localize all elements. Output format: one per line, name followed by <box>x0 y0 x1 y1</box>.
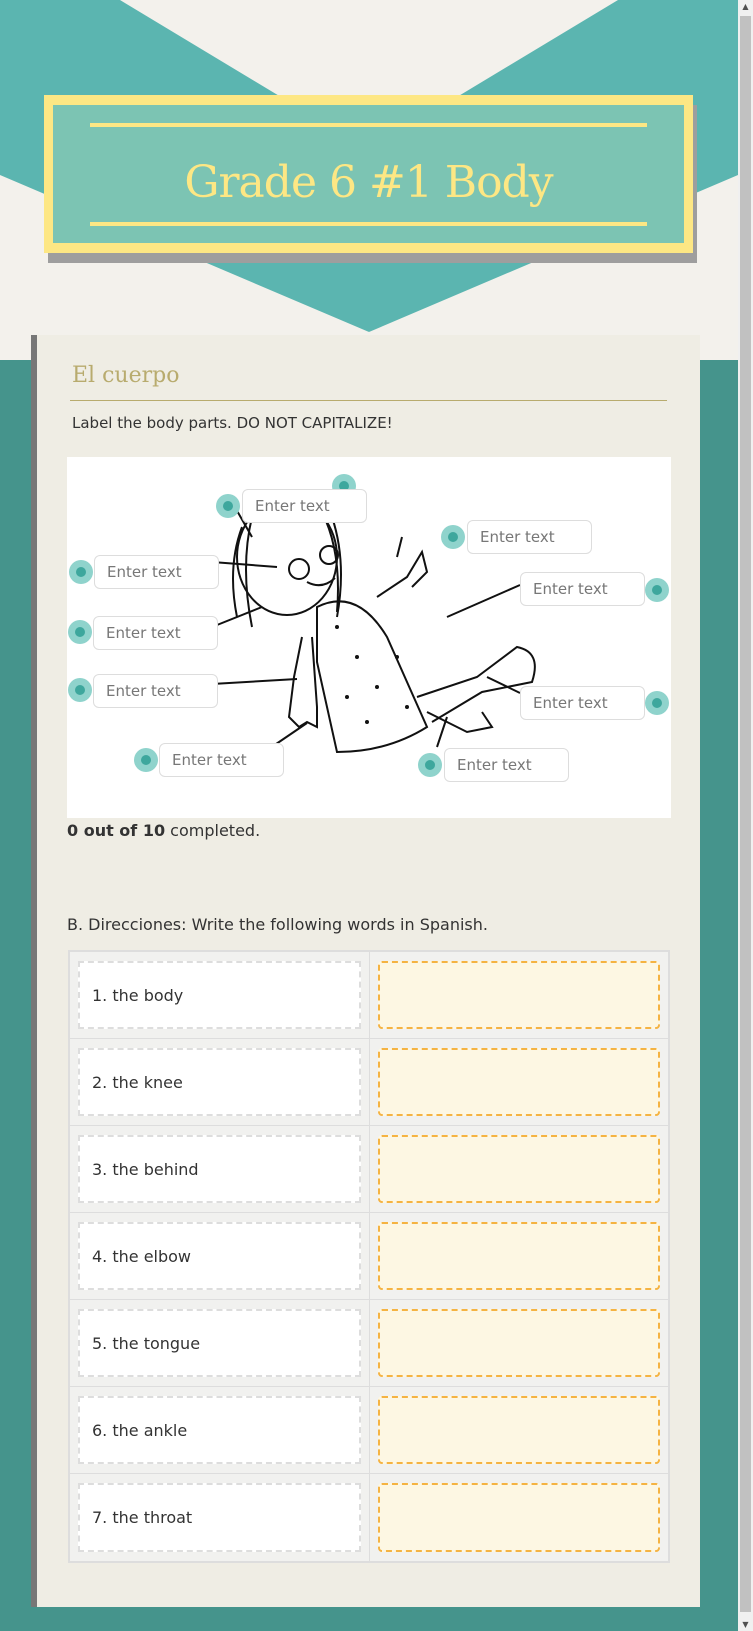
hotspot-marker[interactable] <box>418 753 442 777</box>
table-row <box>70 1126 668 1213</box>
hotspot-marker[interactable] <box>441 525 465 549</box>
label-input-7[interactable] <box>93 674 218 708</box>
progress-text <box>67 821 260 840</box>
hotspot-marker[interactable] <box>645 578 669 602</box>
prompt-cell: 5. the tongue <box>78 1309 361 1377</box>
label-input-6[interactable] <box>93 616 218 650</box>
prompt-cell: 3. the behind <box>78 1135 361 1203</box>
hotspot-marker[interactable] <box>216 494 240 518</box>
scrollbar-thumb[interactable] <box>740 16 751 1612</box>
hotspot-marker[interactable] <box>69 560 93 584</box>
hotspot-marker[interactable] <box>68 620 92 644</box>
table-row <box>70 1474 668 1561</box>
label-input-1[interactable] <box>242 489 367 523</box>
label-input-5[interactable] <box>520 572 645 606</box>
hotspot-marker[interactable] <box>134 748 158 772</box>
answer-drop-zone[interactable] <box>378 1048 661 1116</box>
section-title: El cuerpo <box>72 363 180 388</box>
scroll-up-icon[interactable]: ▲ <box>742 2 749 11</box>
progress-count: 0 out of 10 <box>67 821 166 840</box>
hotspot-marker[interactable] <box>68 678 92 702</box>
divider <box>70 400 667 401</box>
answer-drop-zone[interactable] <box>378 1135 661 1203</box>
label-input-8[interactable] <box>520 686 645 720</box>
scrollbar[interactable] <box>738 0 753 1631</box>
worksheet-panel <box>37 335 700 1607</box>
prompt-cell: 6. the ankle <box>78 1396 361 1464</box>
answer-drop-zone[interactable] <box>378 1483 661 1552</box>
page-title: Grade 6 #1 Body <box>184 157 553 208</box>
table-row <box>70 1213 668 1300</box>
table-row <box>70 952 668 1039</box>
section-b-instructions: B. Direcciones: Write the following words in Spanish. <box>67 915 488 934</box>
hotspot-marker[interactable] <box>645 691 669 715</box>
prompt-cell: 1. the body <box>78 961 361 1029</box>
instructions: Label the body parts. DO NOT CAPITALIZE! <box>72 414 393 432</box>
table-row <box>70 1387 668 1474</box>
answer-drop-zone[interactable] <box>378 1222 661 1290</box>
progress-suffix: completed. <box>165 821 261 840</box>
label-input-3[interactable] <box>467 520 592 554</box>
table-row <box>70 1039 668 1126</box>
prompt-cell: 2. the knee <box>78 1048 361 1116</box>
translation-table <box>68 950 670 1563</box>
prompt-cell: 4. the elbow <box>78 1222 361 1290</box>
table-row <box>70 1300 668 1387</box>
scroll-down-icon[interactable]: ▼ <box>742 1620 749 1629</box>
label-input-9[interactable] <box>159 743 284 777</box>
label-input-10[interactable] <box>444 748 569 782</box>
labeling-image <box>67 457 671 818</box>
answer-drop-zone[interactable] <box>378 1396 661 1464</box>
title-banner <box>44 95 693 253</box>
answer-drop-zone[interactable] <box>378 961 661 1029</box>
answer-drop-zone[interactable] <box>378 1309 661 1377</box>
label-input-4[interactable] <box>94 555 219 589</box>
prompt-cell: 7. the throat <box>78 1483 361 1552</box>
